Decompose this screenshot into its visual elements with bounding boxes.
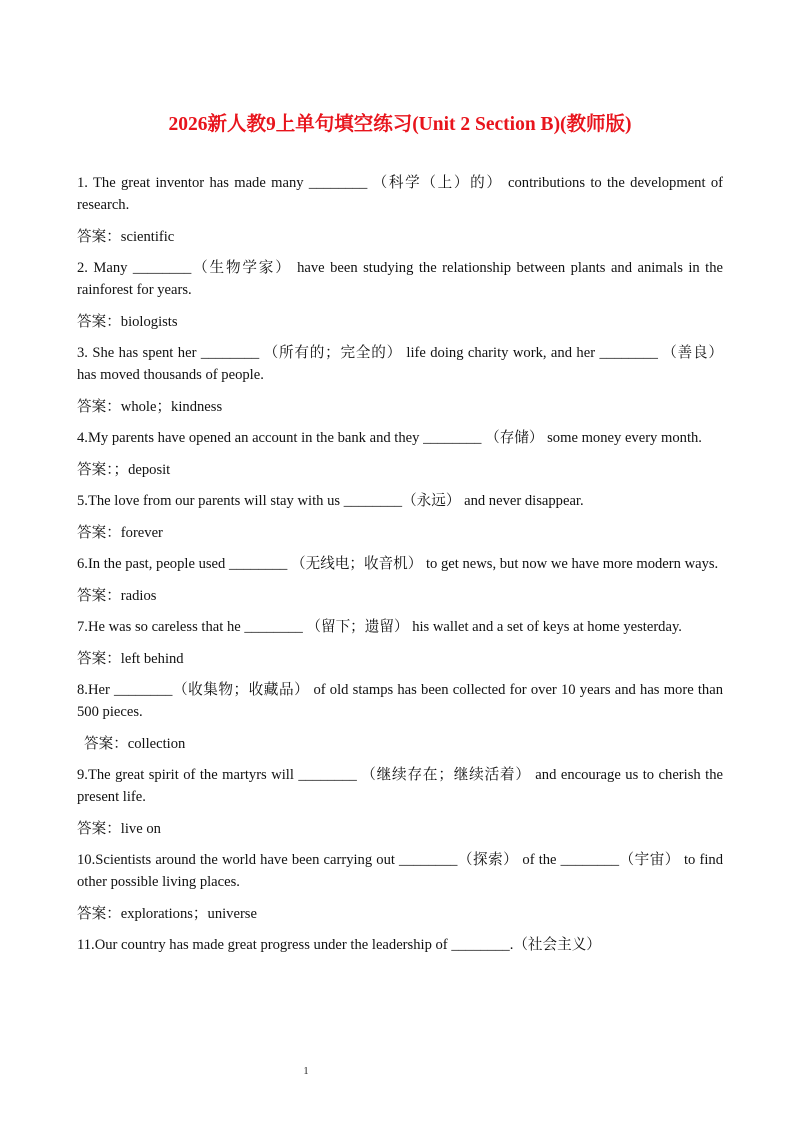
answer-3: 答案：whole；kindness [77,399,223,415]
question-11: 11.Our country has made great progress under the leadership of ________.（社会主义） [77,937,601,953]
page-number: 1 [303,1066,309,1077]
question-3: 3. She has spent her ________ （所有的；完全的） life doing charity work, and her ________ （善良） has moved thousands of people. [77,345,723,383]
answer-9: 答案：live on [77,821,161,837]
question-1: 1. The great inventor has made many ________ （科学（上）的） contributions to the development of research. [77,175,723,213]
answer-5: 答案：forever [77,525,163,541]
question-2: 2. Many ________（生物学家） have been studying the relationship between plants and animals in the rainforest for years. [77,260,723,298]
question-5: 5.The love from our parents will stay with us ________（永远） and never disappear. [77,493,584,509]
answer-6: 答案：radios [77,588,157,604]
question-10: 10.Scientists around the world have been carrying out ________（探索） of the ________（宇宙） to find other possible living places. [77,852,723,890]
question-6: 6.In the past, people used ________ （无线电；收音机） to get news, but now we have more modern ways. [77,556,719,572]
answer-8: 答案：collection [84,736,186,752]
question-9: 9.The great spirit of the martyrs will ________ （继续存在；继续活着） and encourage us to cherish the present life. [77,767,723,805]
answer-4: 答案：；deposit [77,462,171,478]
question-7: 7.He was so careless that he ________ （留下；遗留） his wallet and a set of keys at home yesterday. [77,619,682,635]
exercise-list [77,172,723,956]
question-4: 4.My parents have opened an account in the bank and they ________ （存储） some money every month. [77,430,702,446]
question-8: 8.Her ________（收集物；收藏品） of old stamps has been collected for over 10 years and has more than 500 pieces. [77,682,723,720]
answer-1: 答案：scientific [77,229,175,245]
answer-2: 答案：biologists [77,314,178,330]
document-title: 2026新人教9上单句填空练习(Unit 2 Section B)(教师版) [168,114,632,135]
answer-7: 答案：left behind [77,651,184,667]
answer-10: 答案：explorations；universe [77,906,257,922]
